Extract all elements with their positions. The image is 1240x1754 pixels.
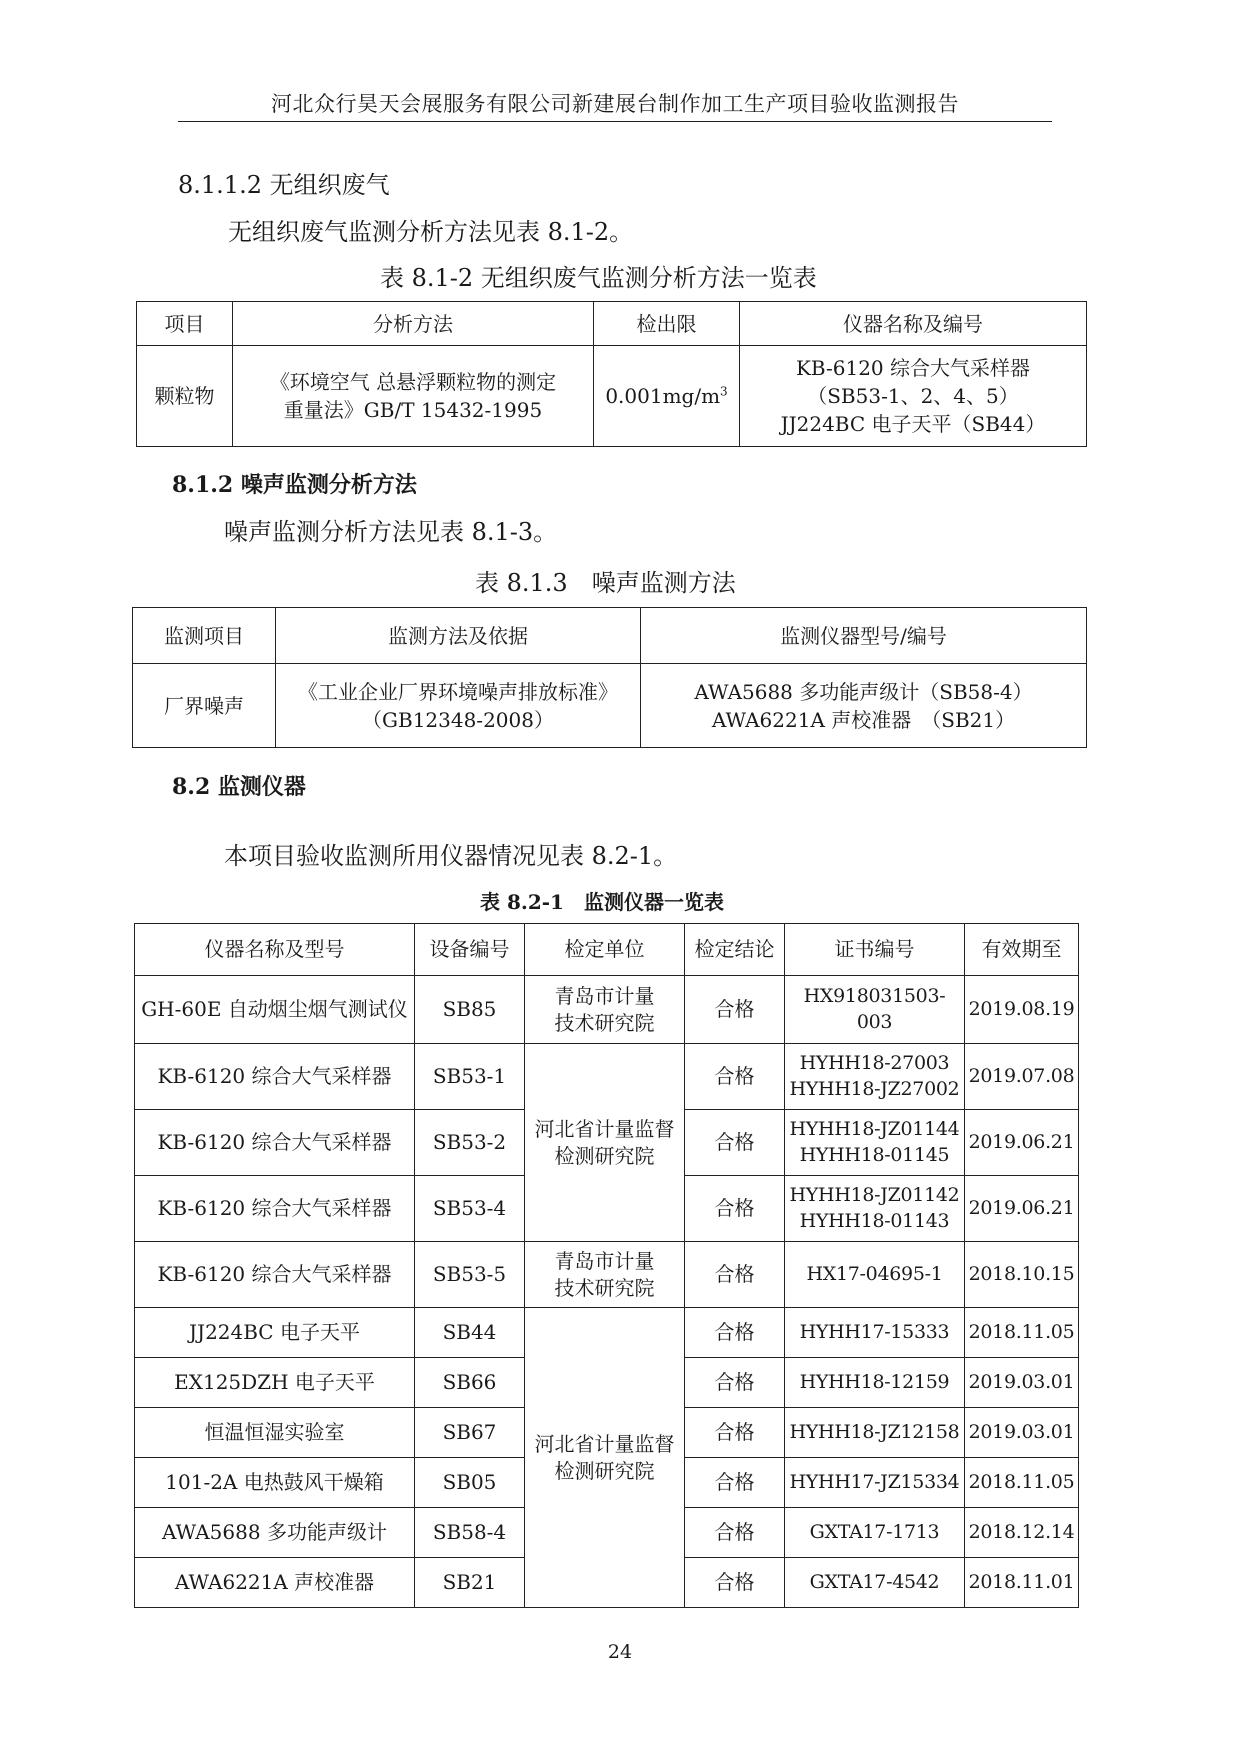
certificate-line: HYHH18-JZ01144: [789, 1117, 960, 1140]
valid-until-cell: 2018.11.05: [965, 1458, 1079, 1508]
device-code-cell: SB44: [415, 1308, 525, 1358]
device-code-cell: SB66: [415, 1358, 525, 1408]
certificate-cell: GXTA17-4542: [785, 1558, 965, 1608]
calibration-unit-cell: [525, 1308, 685, 1608]
valid-until-cell: 2018.11.05: [965, 1308, 1079, 1358]
method-line: 重量法》GB/T 15432-1995: [283, 398, 543, 422]
instrument-name-cell: EX125DZH 电子天平: [135, 1358, 415, 1408]
table-header-cell: 监测方法及依据: [276, 608, 641, 664]
valid-until-cell: 2018.12.14: [965, 1508, 1079, 1558]
calibration-unit-cell: [525, 976, 685, 1044]
valid-until-cell: 2019.06.21: [965, 1110, 1079, 1176]
certificate-cell: HYHH17-JZ15334: [785, 1458, 965, 1508]
table-caption-8-1-3: 表 8.1.3 噪声监测方法: [475, 569, 736, 597]
table-row: [135, 976, 1079, 1044]
result-cell: 合格: [685, 1044, 785, 1110]
table-row: [135, 1308, 1079, 1358]
table-header-cell: 仪器名称及型号: [135, 924, 415, 976]
table-cell: 厂界噪声: [133, 664, 276, 748]
instrument-name-cell: 恒温恒湿实验室: [135, 1408, 415, 1458]
table-header-cell: 监测项目: [133, 608, 276, 664]
certificate-line: HYHH18-01143: [799, 1209, 950, 1232]
unit-line: 河北省计量监督: [534, 1431, 675, 1456]
unit-line: 检测研究院: [554, 1143, 655, 1168]
table-header-cell: 监测仪器型号/编号: [641, 608, 1087, 664]
table-cell: [276, 664, 641, 748]
device-code-cell: SB05: [415, 1458, 525, 1508]
table-row: [133, 664, 1087, 748]
certificate-line: HYHH18-27003: [799, 1051, 950, 1074]
instrument-name-cell: KB-6120 综合大气采样器: [135, 1044, 415, 1110]
table-8-1-3: [132, 607, 1087, 748]
table-cell: 颗粒物: [137, 346, 233, 447]
result-cell: 合格: [685, 1408, 785, 1458]
certificate-cell: HYHH18-12159: [785, 1358, 965, 1408]
table-8-2-1: [134, 923, 1079, 1608]
instrument-name-cell: 101-2A 电热鼓风干燥箱: [135, 1458, 415, 1508]
certificate-cell: [785, 1110, 965, 1176]
section-intro-8-2: 本项目验收监测所用仪器情况见表 8.2-1。: [224, 842, 678, 870]
method-line: 《环境空气 总悬浮颗粒物的测定: [269, 370, 557, 394]
certificate-cell: [785, 1044, 965, 1110]
page-number: 24: [607, 1641, 633, 1663]
certificate-cell: HYHH17-15333: [785, 1308, 965, 1358]
valid-until-cell: 2019.06.21: [965, 1176, 1079, 1242]
instrument-line: JJ224BC 电子天平（SB44）: [780, 412, 1046, 436]
certificate-line: HYHH18-JZ01142: [789, 1183, 960, 1206]
table-header-cell: 证书编号: [785, 924, 965, 976]
section-heading-8-1-2: 8.1.2 噪声监测分析方法: [172, 472, 417, 498]
table-row: [137, 346, 1087, 447]
device-code-cell: SB67: [415, 1408, 525, 1458]
table-cell: [740, 346, 1087, 447]
instrument-name-cell: AWA6221A 声校准器: [135, 1558, 415, 1608]
table-header-cell: 检定单位: [525, 924, 685, 976]
result-cell: 合格: [685, 1110, 785, 1176]
section-intro-8-1-1-2: 无组织废气监测分析方法见表 8.1-2。: [228, 218, 634, 246]
instrument-name-cell: KB-6120 综合大气采样器: [135, 1242, 415, 1308]
certificate-cell: GXTA17-1713: [785, 1508, 965, 1558]
device-code-cell: SB53-1: [415, 1044, 525, 1110]
section-heading-8-2: 8.2 监测仪器: [172, 774, 306, 800]
table-caption-8-1-2: 表 8.1-2 无组织废气监测分析方法一览表: [380, 264, 817, 292]
result-cell: 合格: [685, 1176, 785, 1242]
result-cell: 合格: [685, 1358, 785, 1408]
result-cell: 合格: [685, 1508, 785, 1558]
detection-limit-exponent: 3: [720, 384, 728, 399]
device-code-cell: SB58-4: [415, 1508, 525, 1558]
device-code-cell: SB21: [415, 1558, 525, 1608]
certificate-cell: HX918031503-003: [785, 976, 965, 1044]
instrument-name-cell: JJ224BC 电子天平: [135, 1308, 415, 1358]
unit-line: 技术研究院: [554, 1010, 655, 1035]
valid-until-cell: 2019.03.01: [965, 1358, 1079, 1408]
instrument-name-cell: KB-6120 综合大气采样器: [135, 1110, 415, 1176]
certificate-cell: [785, 1176, 965, 1242]
report-header: 河北众行昊天会展服务有限公司新建展台制作加工生产项目验收监测报告: [271, 92, 959, 116]
device-code-cell: SB53-4: [415, 1176, 525, 1242]
instrument-name-cell: KB-6120 综合大气采样器: [135, 1176, 415, 1242]
table-header-cell: 设备编号: [415, 924, 525, 976]
valid-until-cell: 2018.10.15: [965, 1242, 1079, 1308]
table-cell: [233, 346, 594, 447]
calibration-unit-cell: [525, 1242, 685, 1308]
certificate-cell: HYHH18-JZ12158: [785, 1408, 965, 1458]
valid-until-cell: 2019.07.08: [965, 1044, 1079, 1110]
table-header-cell: 检定结论: [685, 924, 785, 976]
instrument-line: AWA6221A 声校准器 （SB21）: [711, 707, 1016, 732]
table-8-1-2: [136, 301, 1087, 447]
table-row: [135, 1242, 1079, 1308]
result-cell: 合格: [685, 1558, 785, 1608]
unit-line: 青岛市计量: [554, 1248, 655, 1273]
result-cell: 合格: [685, 976, 785, 1044]
table-cell: [594, 346, 740, 447]
section-heading-8-1-1-2: 8.1.1.2 无组织废气: [178, 171, 390, 199]
valid-until-cell: 2019.03.01: [965, 1408, 1079, 1458]
instrument-line: AWA5688 多功能声级计（SB58-4）: [694, 679, 1033, 704]
certificate-line: HYHH18-01145: [799, 1143, 950, 1166]
unit-line: 技术研究院: [554, 1275, 655, 1300]
table-cell: [641, 664, 1087, 748]
valid-until-cell: 2019.08.19: [965, 976, 1079, 1044]
header-divider: [178, 121, 1052, 122]
table-caption-8-2-1: 表 8.2-1 监测仪器一览表: [480, 890, 724, 914]
device-code-cell: SB85: [415, 976, 525, 1044]
table-header-cell: 分析方法: [233, 302, 594, 346]
instrument-name-cell: GH-60E 自动烟尘烟气测试仪: [135, 976, 415, 1044]
device-code-cell: SB53-2: [415, 1110, 525, 1176]
valid-until-cell: 2018.11.01: [965, 1558, 1079, 1608]
result-cell: 合格: [685, 1242, 785, 1308]
certificate-cell: HX17-04695-1: [785, 1242, 965, 1308]
calibration-unit-cell: [525, 1044, 685, 1242]
unit-line: 河北省计量监督: [534, 1116, 675, 1141]
detection-limit: 0.001mg/m: [605, 384, 721, 408]
device-code-cell: SB53-5: [415, 1242, 525, 1308]
table-header-cell: 项目: [137, 302, 233, 346]
table-header-cell: 仪器名称及编号: [740, 302, 1087, 346]
unit-line: 检测研究院: [554, 1458, 655, 1483]
table-header-cell: 检出限: [594, 302, 740, 346]
instrument-name-cell: AWA5688 多功能声级计: [135, 1508, 415, 1558]
result-cell: 合格: [685, 1308, 785, 1358]
section-intro-8-1-2: 噪声监测分析方法见表 8.1-3。: [224, 518, 558, 546]
table-row: [135, 1044, 1079, 1110]
result-cell: 合格: [685, 1458, 785, 1508]
unit-line: 青岛市计量: [554, 983, 655, 1008]
instrument-line: KB-6120 综合大气采样器: [795, 356, 1031, 380]
certificate-line: HYHH18-JZ27002: [789, 1077, 960, 1100]
method-line: 《工业企业厂界环境噪声排放标准》: [298, 679, 618, 704]
table-header-cell: 有效期至: [965, 924, 1079, 976]
method-line: （GB12348-2008）: [362, 707, 554, 732]
instrument-line: （SB53-1、2、4、5）: [807, 384, 1019, 408]
